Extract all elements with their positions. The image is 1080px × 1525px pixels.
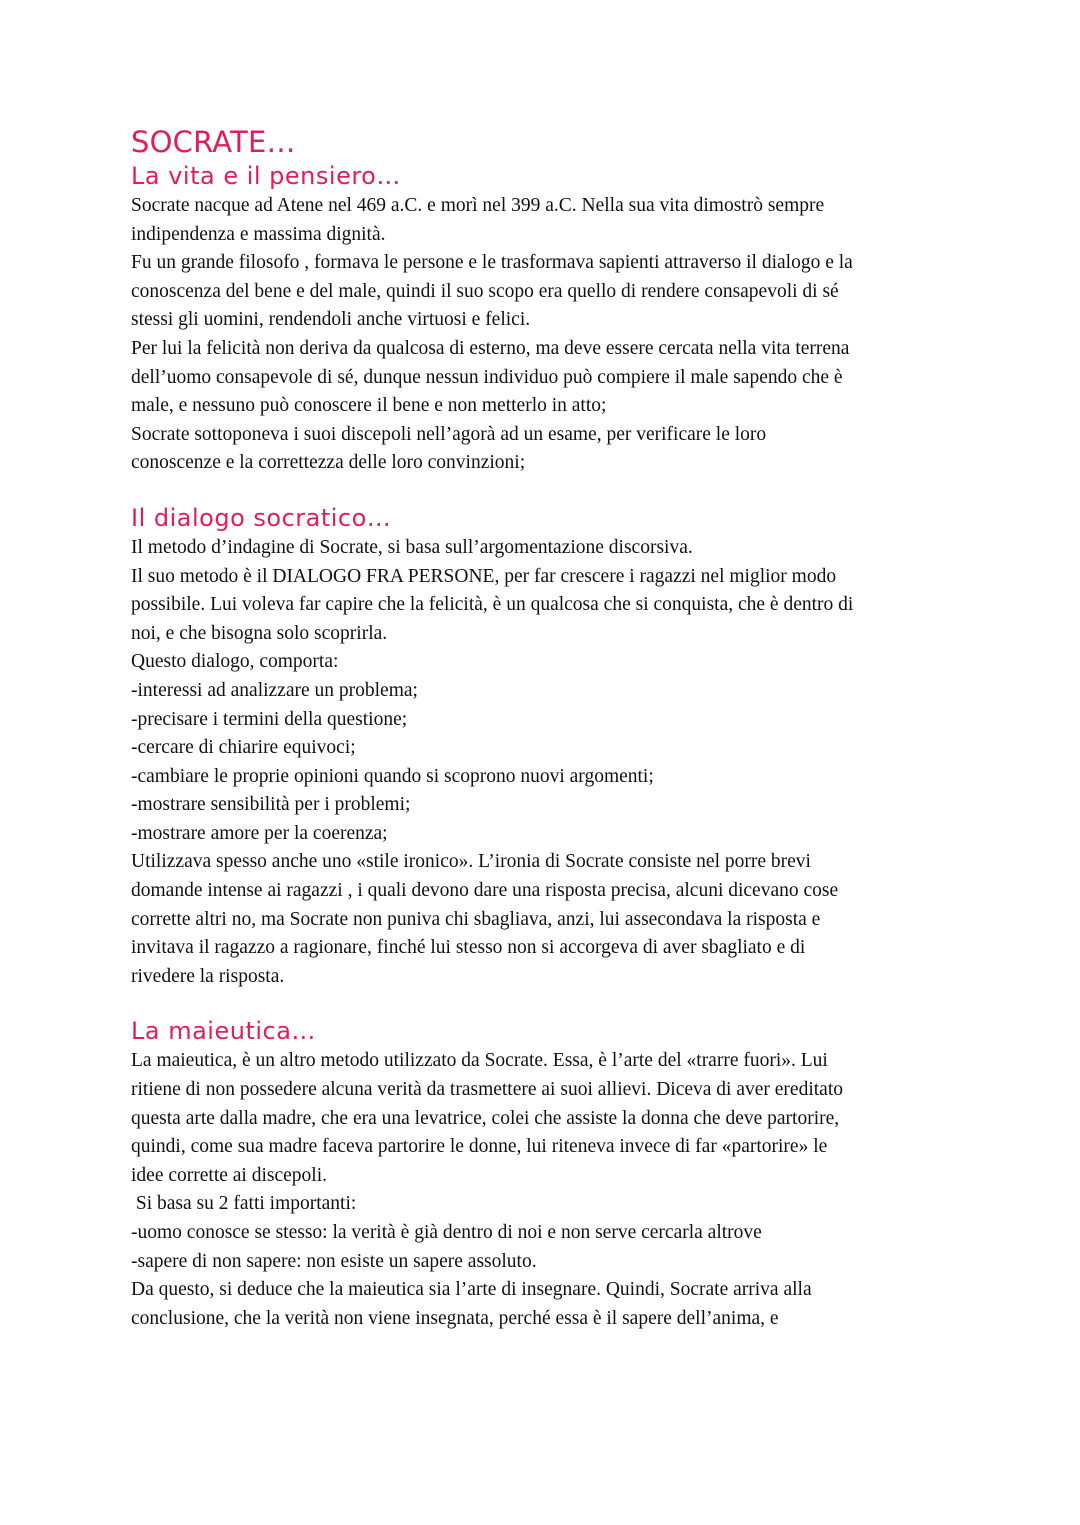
list-item: -cambiare le proprie opinioni quando si scoprono nuovi argomenti; (131, 765, 654, 787)
text-line: quindi, come sua madre faceva partorire le donne, lui riteneva invece di far «partorire» le (131, 1136, 828, 1158)
text-line: La maieutica, è un altro metodo utilizzato da Socrate. Essa, è l’arte del «trarre fuori». Lui (131, 1050, 828, 1072)
section-heading: Il dialogo socratico… (131, 503, 392, 532)
text-line: domande intense ai ragazzi , i quali devono dare una risposta precisa, alcuni dicevano cose (131, 880, 839, 902)
list-item: -precisare i termini della questione; (131, 708, 408, 730)
document-page (131, 124, 961, 1333)
text-line: ritiene di non possedere alcuna verità da trasmettere ai suoi allievi. Diceva di aver ereditato (131, 1079, 843, 1101)
text-line: questa arte dalla madre, che era una levatrice, colei che assiste la donna che deve partorire, (131, 1107, 840, 1129)
text-line: Si basa su 2 fatti importanti: (131, 1193, 357, 1215)
document-title: SOCRATE… (131, 125, 296, 159)
section-body (131, 534, 961, 992)
list-item: -interessi ad analizzare un problema; (131, 679, 418, 701)
list-item: -mostrare amore per la coerenza; (131, 822, 388, 844)
text-line: stessi gli uomini, rendendoli anche virtuosi e felici. (131, 309, 531, 331)
text-line: Socrate sottoponeva i suoi discepoli nell’agorà ad un esame, per verificare le loro (131, 423, 767, 445)
text-line: noi, e che bisogna solo scoprirla. (131, 622, 388, 644)
text-line: Per lui la felicità non deriva da qualcosa di esterno, ma deve essere cercata nella vita terrena (131, 337, 850, 359)
list-item: -uomo conosce se stesso: la verità è già dentro di noi e non serve cercarla altrove (131, 1222, 762, 1243)
section-vita-pensiero (131, 160, 961, 478)
list-item: -mostrare sensibilità per i problemi; (131, 794, 411, 816)
text-line: corrette altri no, ma Socrate non puniva chi sbagliava, anzi, lui assecondava la risposta e (131, 908, 821, 930)
text-line: Da questo, si deduce che la maieutica sia l’arte di insegnare. Quindi, Socrate arriva alla (131, 1279, 812, 1301)
text-line: invitava il ragazzo a ragionare, finché lui stesso non si accorgeva di aver sbagliato e di (131, 937, 806, 959)
text-line: conoscenze e la correttezza delle loro convinzioni; (131, 452, 526, 474)
section-heading: La vita e il pensiero… (131, 162, 401, 190)
section-dialogo-socratico (131, 502, 961, 992)
text-line: possibile. Lui voleva far capire che la felicità, è un qualcosa che si conquista, che è dentro di (131, 594, 854, 616)
text-line: Socrate nacque ad Atene nel 469 a.C. e morì nel 399 a.C. Nella sua vita dimostrò sempre (131, 195, 825, 216)
text-line: Il metodo d’indagine di Socrate, si basa sull’argomentazione discorsiva. (131, 536, 693, 558)
list-item: -cercare di chiarire equivoci; (131, 737, 356, 759)
text-line: Il suo metodo è il DIALOGO FRA PERSONE, per far crescere i ragazzi nel miglior modo (131, 565, 837, 587)
text-line: conclusione, che la verità non viene insegnata, perché essa è il sapere dell’anima, e (131, 1307, 779, 1329)
text-line: Fu un grande filosofo , formava le persone e le trasformava sapienti attraverso il dialogo e la (131, 252, 853, 274)
section-heading: La maieutica… (131, 1017, 316, 1046)
section-maieutica (131, 1015, 961, 1333)
text-line: dell’uomo consapevole di sé, dunque nessun individuo può compiere il male sapendo che è (131, 366, 843, 388)
text-line: Utilizzava spesso anche uno «stile ironico». L’ironia di Socrate consiste nel porre brevi (131, 851, 811, 873)
text-line: Questo dialogo, comporta: (131, 651, 339, 673)
section-body (131, 1047, 961, 1333)
text-line: indipendenza e massima dignità. (131, 223, 386, 245)
text-line: conoscenza del bene e del male, quindi il suo scopo era quello di rendere consapevoli di sé (131, 280, 839, 302)
section-body (131, 192, 961, 478)
text-line: rivedere la risposta. (131, 965, 285, 987)
text-line: idee corrette ai discepoli. (131, 1164, 327, 1186)
text-line: male, e nessuno può conoscere il bene e non metterlo in atto; (131, 395, 607, 417)
list-item: -sapere di non sapere: non esiste un sapere assoluto. (131, 1250, 537, 1272)
